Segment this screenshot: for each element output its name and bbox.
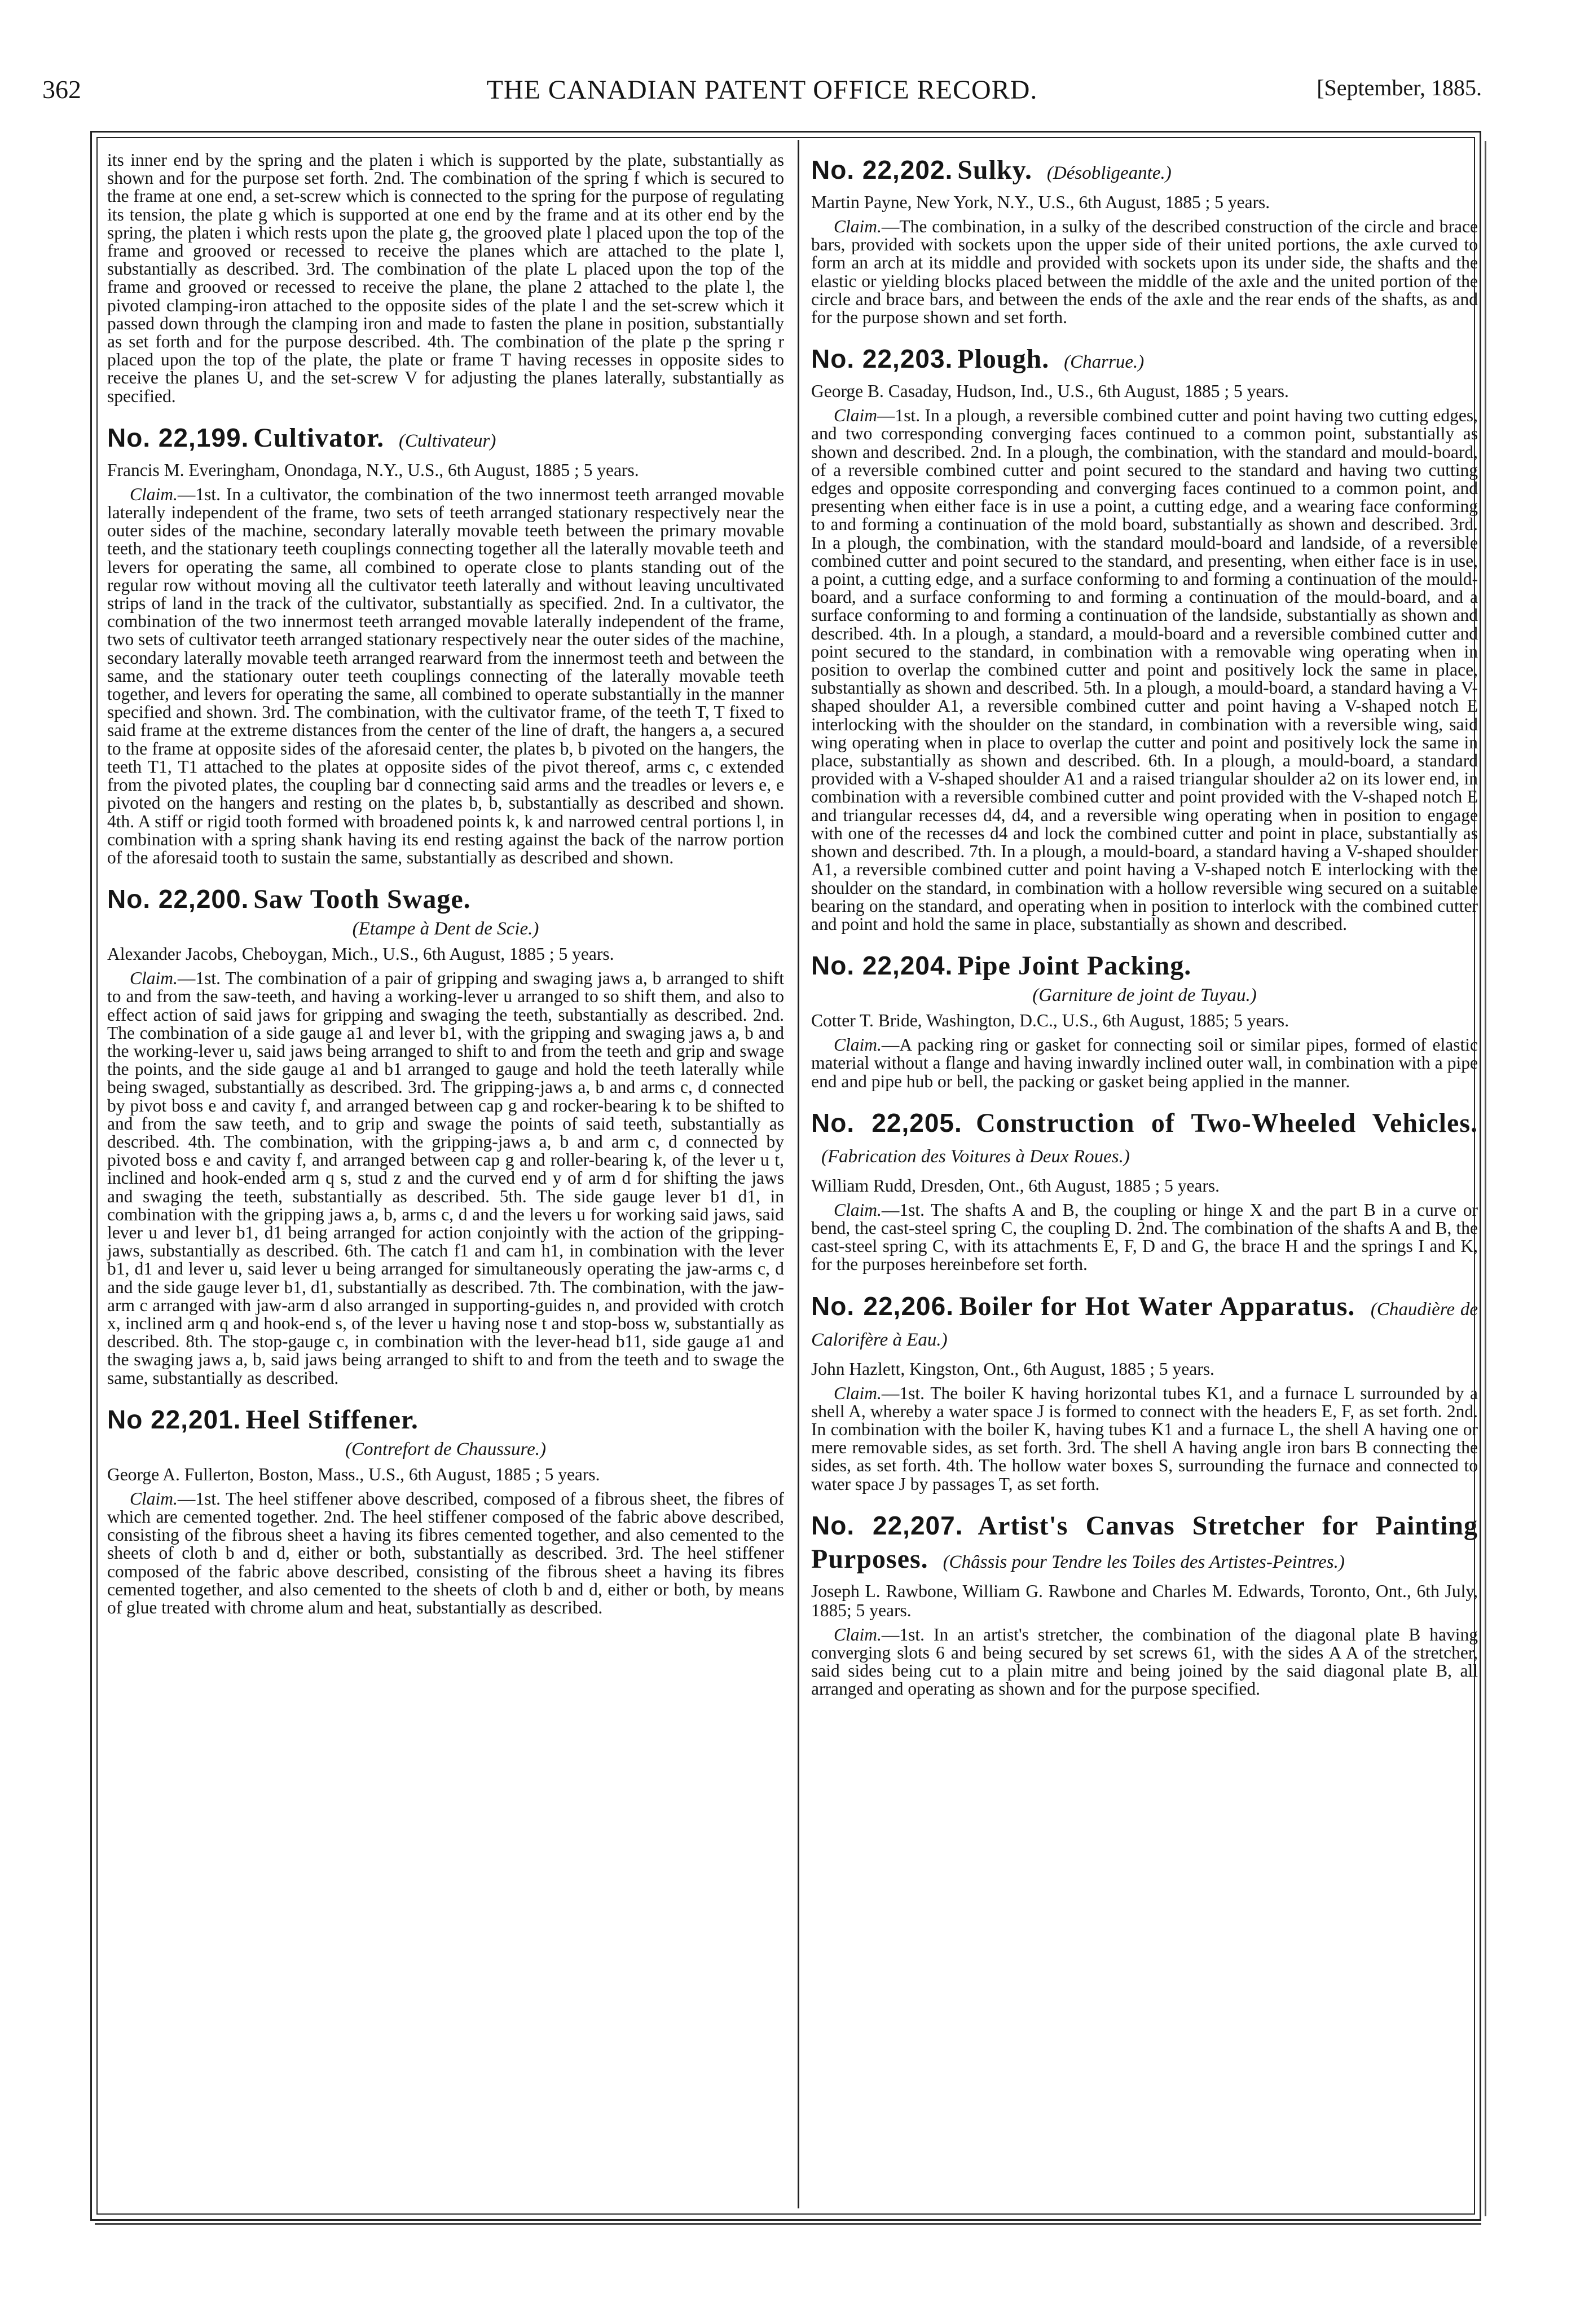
patent-title: Sulky. (957, 155, 1033, 185)
patent-number: No. 22,203. (811, 344, 953, 374)
claim-label: Claim. (834, 1200, 882, 1220)
right-margin-rule (1485, 141, 1486, 2216)
patent-number: No. 22,202. (811, 155, 953, 184)
patent-number: No 22,201. (107, 1404, 241, 1434)
applicant-line: Joseph L. Rawbone, William G. Rawbone and Charles M. Edwards, Toronto, Ont., 6th July, 1885; 5 years. (811, 1581, 1478, 1620)
patent-entry-22203 (811, 343, 1478, 933)
claim-label: Claim. (834, 1383, 882, 1403)
french-title: (Désobligeante.) (1046, 163, 1172, 183)
claim-body: —1st. The boiler K having horizontal tubes K1, and a furnace L surrounded by a shell A, whereby a water space J is formed to connect with the headers E, F, as set forth. 2nd. In combination with the boiler K, having tubes K1 and a furnace L, the shell A having one or mere removable sides, as set forth. 3rd. The shell A having angle iron bars B connecting the sides, as set forth. 4th. The hollow water boxes S, surrounding the furnace and connected to water space J by passages T, as set forth. (811, 1383, 1478, 1494)
left-column (107, 151, 784, 1634)
issue-date: [September, 1885. (1317, 75, 1482, 100)
applicant-line: William Rudd, Dresden, Ont., 6th August, 1885 ; 5 years. (811, 1175, 1220, 1196)
claim-body: —1st. In a cultivator, the combination of the two innermost teeth arranged movable laterally independent of the frame, two sets of teeth arranged stationary respectively near the outer sides of the machine, secondary laterally movable teeth between the primary movable teeth, and the stationary teeth couplings connecting together all the laterally movable teeth and levers for operating the same, all combined to operate close to plants standing out of the regular row without moving all the cultivator teeth laterally and without leaving uncultivated strips of land in the track of the cultivator, substantially as specified. 2nd. In a cultivator, the combination of the two innermost teeth arranged movable laterally independent of the frame, two sets of cultivator teeth arranged stationary respectively near the outer sides of the machine, secondary laterally movable teeth arranged rearward from the innermost teeth and between the same, and the stationary outer teeth couplings connecting of the laterally movable teeth together, and levers for operating the same, all combined to operate substantially in the manner specified and shown. 3rd. The combination, with the cultivator frame, of the teeth T, T fixed to said frame at the extreme distances from the center of the line of draft, the hangers a, a secured to the frame at opposite sides of the aforesaid center, the plates b, b pivoted on the hangers, the teeth T1, T1 attached to the plates at opposite sides of the pivot thereof, arms c, c extended from the pivoted plates, the coupling bar d connecting said arms and the treadles or levers e, e pivoted on the hangers and resting on the plates b, b, substantially as described and shown. 4th. A stiff or rigid tooth formed with broadened points k, k and narrowed central portions l, in combination with a spring shank having its end resting against the back of the narrow portion of the aforesaid tooth to sustain the same, substantially as described and shown. (107, 484, 784, 867)
claim-label: Claim. (130, 1488, 178, 1509)
column-divider (798, 140, 799, 2208)
claim-body: —1st. In an artist's stretcher, the combination of the diagonal plate B having converging slots 6 and being secured by set screws 61, with the sides A A of the stretcher, said sides being cut to a plain mitre and being joined by the said diagonal plate B, all arranged and operating as shown and for the purpose specified. (811, 1624, 1478, 1699)
patent-entry-22200 (107, 884, 784, 1387)
claim-label: Claim. (130, 484, 178, 504)
applicant-line: Francis M. Everingham, Onondaga, N.Y., U.S., 6th August, 1885 ; 5 years. (107, 460, 639, 480)
french-title: (Charrue.) (1064, 352, 1145, 373)
claim-text (811, 1201, 1478, 1274)
applicant-line: George A. Fullerton, Boston, Mass., U.S., 6th August, 1885 ; 5 years. (107, 1464, 600, 1484)
patent-entry-22205 (811, 1108, 1478, 1274)
applicant-line: Alexander Jacobs, Cheboygan, Mich., U.S., 6th August, 1885 ; 5 years. (107, 944, 614, 964)
claim-text (107, 1490, 784, 1617)
claim-body: —1st. The shafts A and B, the coupling or hinge X and the part B in a curve or bend, the cast-steel spring C, the coupling D. 2nd. The combination of the shafts A and B, the cast-steel spring C, with its attachments E, F, D and G, the brace H and the springs I and K, for the purposes hereinbefore set forth. (811, 1200, 1478, 1275)
claim-text (107, 486, 784, 867)
patent-title: Heel Stiffener. (245, 1404, 419, 1435)
patent-entry-22201 (107, 1404, 784, 1617)
french-title: (Contrefort de Chaussure.) (345, 1439, 546, 1459)
claim-body: —The combination, in a sulky of the described construction of the circle and brace bars, provided with sockets upon the upper side of their united portions, the axle curved to form an arch at its middle and provided with sockets upon its under side, the shafts and the elastic or yielding blocks placed between the middle of the axle and the united portion of the circle and brace bars, and between the ends of the axle and the rear ends of the shafts, as and for the purpose shown and set forth. (811, 217, 1478, 328)
bottom-rule (95, 2223, 1481, 2225)
applicant-line: Martin Payne, New York, N.Y., U.S., 6th August, 1885 ; 5 years. (811, 192, 1270, 212)
claim-body: —1st. In a plough, a reversible combined cutter and point having two cutting edges, and two corresponding converging faces continued to a common point, substantially as shown and described. 2nd. In a plough, the combination, with the standard and mould-board, of a reversible combined cutter and point secured to the standard and having two cutting edges and opposite corresponding and converging faces continued to a common point, and presenting when either face is in use a point, a cutting edge, and a wearing face conforming to and forming a continuation of the mold board, substantially as shown and described. 3rd. In a plough, the combination, with the standard mould-board and landside, of a reversible combined cutter and point secured to the standard, and presenting, when either face is in use, a point, a cutting edge, and a surface conforming to and forming a continuation of the mould-board, and a surface conforming to and forming a continuation of the mould-board, and a surface conforming to and forming a continuation of the landside, substantially as shown and described. 4th. In a plough, a standard, a mould-board and a reversible combined cutter and point secured to the standard, in combination with a removable wing operating when in position to overlap the combined cutter and point and positively lock the same in place, substantially as shown and described. 5th. In a plough, a mould-board, a standard having a V-shaped shoulder A1, a reversible combined cutter and point having a V-shaped notch E interlocking with the shoulder on the standard, in combination with a reversible wing, said wing operating when in place to overlap the cutter and point and positively lock the same in place, substantially as shown and described. 6th. In a plough, a mould-board, a standard provided with a V-shaped shoulder A1 and a raised triangular shoulder a2 on its lower end, in combination with a reversible combined cutter and point provided with the V-shaped notch E and triangular recesses d4, d4, and a reversible wing operating when in position to engage with one of the recesses d4 and lock the combined cutter and point in place, substantially as shown and described. 7th. In a plough, a mould-board, a standard having a V-shaped shoulder A1, a reversible combined cutter and point having a V-shaped notch E interlocking with the shoulder on the standard, in combination with a hollow reversible wing secured on a suitable bearing on the standard, and operating when in position to interlock with the combined cutter and point and hold the same in place, substantially as shown and described. (811, 405, 1478, 934)
applicant-line: Cotter T. Bride, Washington, D.C., U.S., 6th August, 1885; 5 years. (811, 1011, 1289, 1031)
page-header (42, 74, 1482, 117)
french-title: (Chaudière de Calorifère à Eau.) (811, 1299, 1478, 1350)
entry-heading (811, 155, 1478, 188)
continuation-text: its inner end by the spring and the platen i which is supported by the plate, substantially as shown and for the purpose set forth. 2nd. The combination of the spring f which is secured to the frame at one end, a set-screw which is connected to the spring for the purpose of regulating its tension, the plate g which is supported at one end by the frame and at its other end by the spring, the platen i which rests upon the plate g, the grooved plate l placed upon the top of the frame and grooved or recessed to receive the planes which are attached to the plate l, substantially as described. 3rd. The combination of the plate L placed upon the top of the frame and grooved or recessed to receive the plane, the plane 2 attached to the plate l, the pivoted clamping-iron attached to the opposite sides of the plate l and the set-screw which it passed down through the clamping iron and made to fasten the plane in position, substantially as set forth and for the purpose described. 4th. The combination of the plate p the spring r placed upon the top of the plate, the plate or frame T having recesses in opposite sides to receive the planes U, and the set-screw V for adjusting the planes laterally, substantially as specified. (107, 150, 784, 406)
patent-entry-22202 (811, 155, 1478, 327)
patent-title: Saw Tooth Swage. (253, 884, 471, 915)
claim-label: Claim (834, 405, 878, 426)
claim-text (811, 1626, 1478, 1699)
french-title: (Châssis pour Tendre les Toiles des Artistes-Peintres.) (943, 1551, 1345, 1572)
page-number: 362 (42, 75, 81, 104)
claim-text (107, 969, 784, 1387)
patent-entry-22207 (811, 1510, 1478, 1699)
claim-text (811, 1036, 1478, 1091)
claim-label: Claim. (130, 968, 178, 989)
claim-label: Claim. (834, 1624, 882, 1644)
patent-title: Construction of Two-Wheeled Vehicles. (976, 1108, 1478, 1138)
patent-title: Plough. (957, 344, 1050, 374)
french-title: (Fabrication des Voitures à Deux Roues.) (821, 1146, 1130, 1167)
applicant-line: John Hazlett, Kingston, Ont., 6th August, 1885 ; 5 years. (811, 1359, 1214, 1379)
right-column (811, 151, 1478, 1716)
claim-text (811, 1384, 1478, 1493)
entry-heading (811, 1510, 1478, 1577)
entry-heading (811, 950, 1478, 1007)
entry-heading (107, 422, 784, 456)
applicant-line: George B. Casaday, Hudson, Ind., U.S., 6th August, 1885 ; 5 years. (811, 381, 1289, 402)
patent-number: No. 22,199. (107, 422, 249, 452)
patent-entry-22204 (811, 950, 1478, 1091)
claim-label: Claim. (834, 217, 882, 236)
entry-heading (811, 343, 1478, 377)
entry-heading (107, 884, 784, 940)
french-title: (Cultivateur) (399, 430, 496, 451)
patent-number: No. 22,204. (811, 951, 953, 981)
patent-title: Boiler for Hot Water Apparatus. (959, 1291, 1355, 1321)
patent-number: No. 22,200. (107, 884, 249, 914)
claim-label: Claim. (834, 1035, 882, 1055)
claim-text (811, 407, 1478, 933)
patent-number: No. 22,206. (811, 1291, 954, 1321)
patent-number: No. 22,205. (811, 1108, 962, 1137)
entry-heading (811, 1108, 1478, 1172)
patent-entry-22206 (811, 1291, 1478, 1493)
claim-body: —1st. The combination of a pair of gripping and swaging jaws a, b arranged to shift to and from the saw-teeth, and having a working-lever u arranged to so shift them, and also to effect action of said jaws for gripping and swaging the teeth, substantially as described. 2nd. The combination of a side gauge a1 and lever b1, with the gripping and swaging jaws a, b and the working-lever u, said jaws being arranged to shift to and from the teeth and grip and swage the points, and the side gauge a1 and b1 arranged to gauge and hold the teeth laterally while being swaged, substantially as described. 3rd. The gripping-jaws a, b and arms c, d connected by pivot boss e and cavity f, and arranged between cap g and rocker-bearing k to be shifted to and from the saw teeth, and to grip and swage the points of said teeth, substantially as described. 4th. The combination, with the gripping-jaws a, b and arm c, d connected by pivoted boss e and cavity f, and arranged between cap g and roller-bearing k, of the lever u t, inclined and hook-ended arm q s, stud z and the curved end y of arm d for shifting the jaws and swaging the teeth, substantially as described. 5th. The side gauge lever b1 d1, in combination with the gripping jaws a, b, arms c, d and the levers u for working said jaws, said lever u and lever b1, d1 being arranged for action conjointly with the action of the gripping-jaws, substantially as described. 6th. The catch f1 and cam h1, in combination with the lever b1, d1 and lever u, said lever u being arranged for simultaneously operating the jaw-arms c, d and the side gauge lever b1, d1, substantially as described. 7th. The combination, with the jaw-arm c arranged with jaw-arm d also arranged in supporting-guides n, and provided with crotch x, inclined arm q and hook-end s, of the lever u having nose t and stop-boss w, substantially as described. 8th. The stop-gauge c, in combination with the lever-head b11, side gauge a1 and the swaging jaws a, b, said jaws being arranged to shift to and from the teeth and to swage the same, substantially as described. (107, 968, 784, 1388)
entry-heading (107, 1404, 784, 1461)
french-title: (Etampe à Dent de Scie.) (352, 919, 539, 940)
patent-number: No. 22,207. (811, 1510, 963, 1540)
claim-body: —1st. The heel stiffener above described, composed of a fibrous sheet, the fibres of which are cemented together. 2nd. The heel stiffener composed of the fabric above described, consisting of the fibrous sheet a having its fibres cemented together, and also cemented to the sheets of cloth b and d, either or both, substantially as described. 3rd. The heel stiffener composed of the fabric above described, consisting of the fibrous sheet a having its fibres cemented together, and also cemented to the sheets of cloth b and d, either or both, by means of glue treated with chrome alum and heat, substantially as described. (107, 1488, 784, 1617)
running-title: THE CANADIAN PATENT OFFICE RECORD. (486, 75, 1038, 105)
patent-title: Cultivator. (253, 422, 385, 453)
patent-entry-22199 (107, 422, 784, 867)
claim-body: —A packing ring or gasket for connecting soil or similar pipes, formed of elastic material without a flange and having inwardly inclined outer wall, in combination with a pipe end and pipe hub or bell, the packing or gasket being applied in the manner. (811, 1035, 1478, 1091)
patent-title: Pipe Joint Packing. (957, 951, 1192, 981)
entry-heading (811, 1291, 1478, 1355)
patent-title: Artist's Canvas Stretcher for Painting Purposes. (811, 1510, 1478, 1574)
claim-text (811, 218, 1478, 327)
french-title: (Garniture de joint de Tuyau.) (1032, 985, 1257, 1006)
